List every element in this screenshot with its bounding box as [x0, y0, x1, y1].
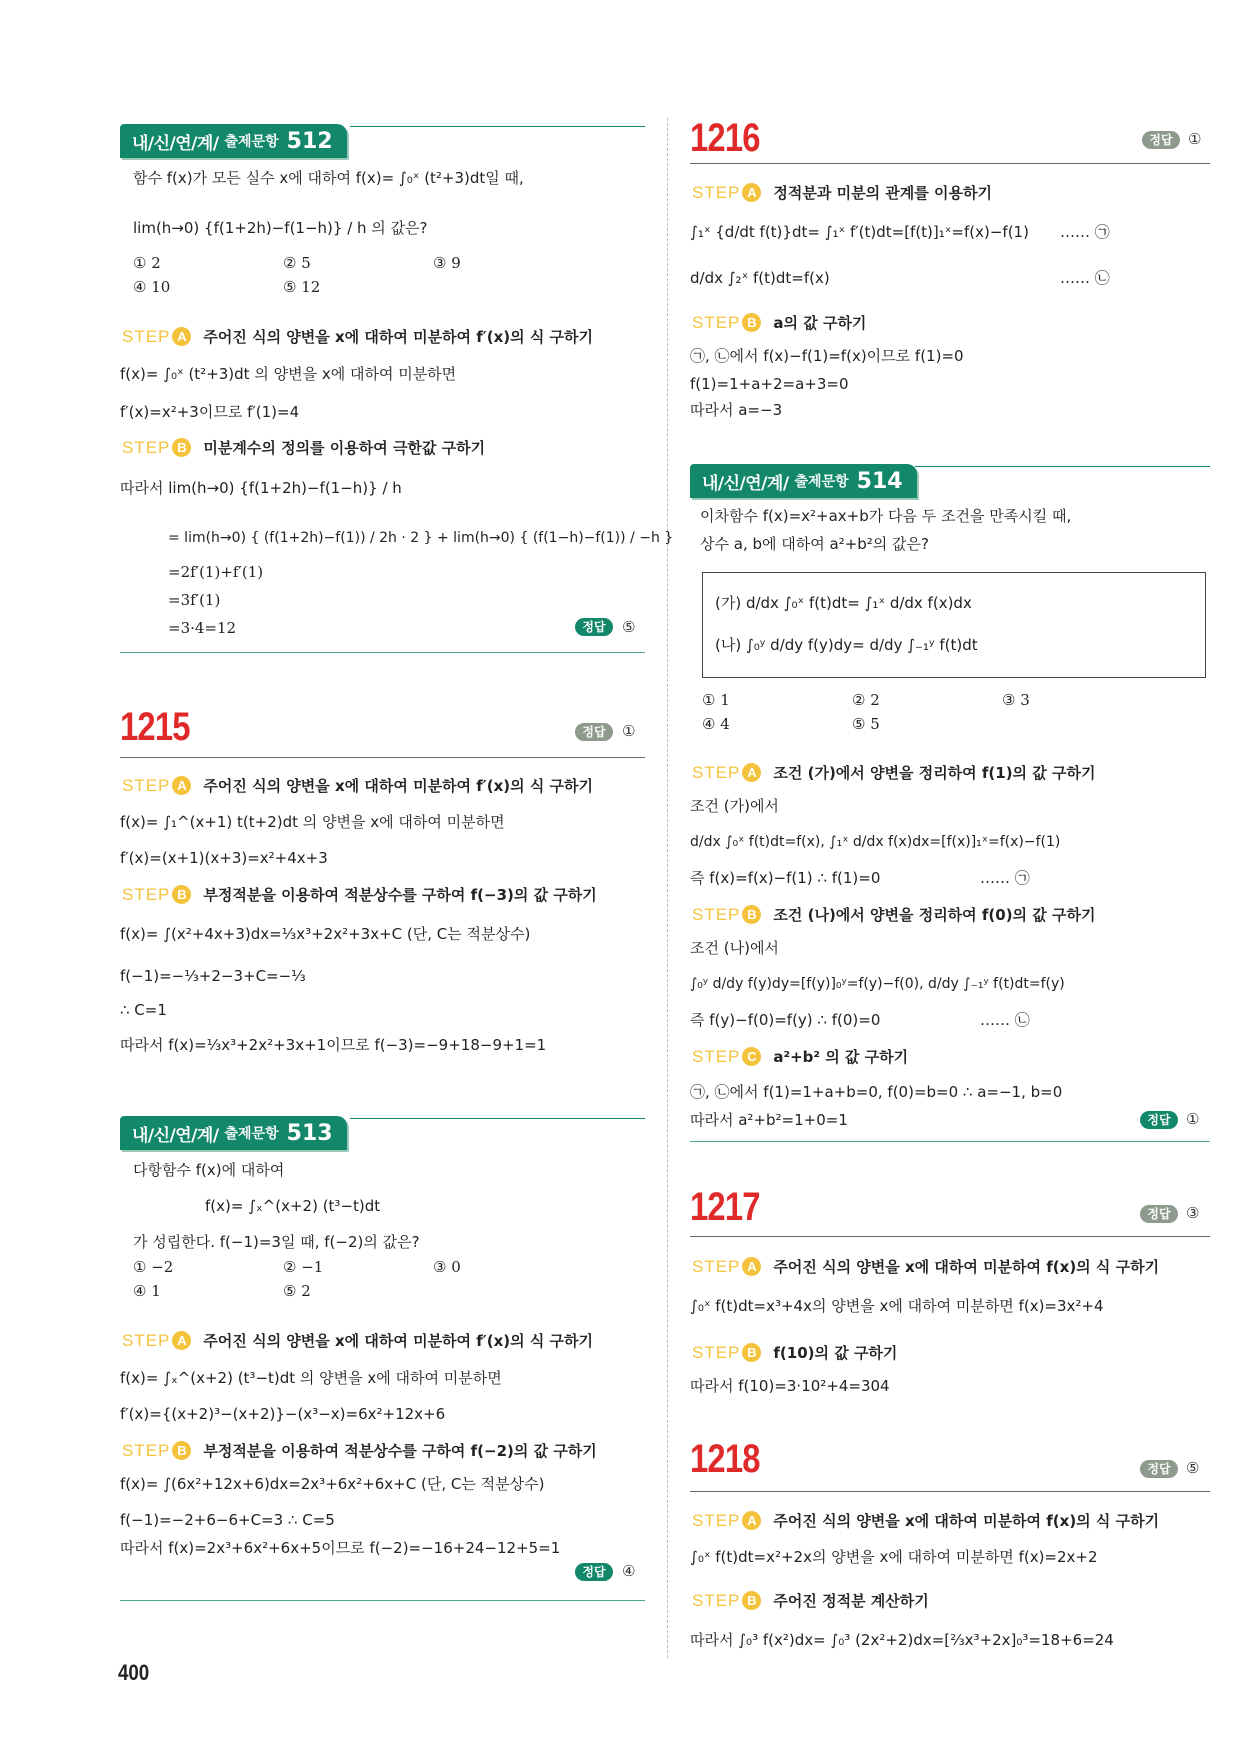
- solution-line: f(x)= ∫₀ˣ (t²+3)dt 의 양변을 x에 대하여 미분하면: [120, 365, 457, 383]
- step-title: 주어진 정적분 계산하기: [773, 1592, 929, 1610]
- step-label: STEP: [692, 1256, 741, 1276]
- solution-line: 즉 f(y)−f(0)=f(y) ∴ f(0)=0: [690, 1011, 881, 1029]
- solution-line: f(x)= ∫ₓ^(x+2) (t³−t)dt 의 양변을 x에 대하여 미분하면: [120, 1369, 502, 1387]
- step-letter-icon: A: [742, 1257, 761, 1276]
- page-number: 400: [118, 1660, 150, 1685]
- step-letter-icon: A: [172, 327, 191, 346]
- step-label: STEP: [122, 775, 171, 795]
- step-title: 주어진 식의 양변을 x에 대하여 미분하여 f(x)의 식 구하기: [773, 1512, 1160, 1530]
- solution-line: 즉 f(x)=f(x)−f(1) ∴ f(1)=0: [690, 869, 881, 887]
- equation-mark: …… ㉠: [980, 869, 1030, 887]
- choice-4[interactable]: ④ 4: [702, 715, 730, 733]
- step-title: 주어진 식의 양변을 x에 대하여 미분하여 f(x)의 식 구하기: [773, 1258, 1160, 1276]
- solution-line: ∫₁ˣ {d/dt f(t)}dt= ∫₁ˣ f′(t)dt=[f(t)]₁ˣ=f(x)−f(1): [690, 223, 1029, 241]
- solution-line: 조건 (나)에서: [690, 939, 779, 957]
- answer-pill: 정답: [1140, 1205, 1178, 1223]
- step-b-1218: [692, 1590, 929, 1611]
- step-letter-icon: A: [742, 763, 761, 782]
- answer-value: ③: [1186, 1204, 1200, 1222]
- step-title: a의 값 구하기: [773, 314, 867, 332]
- choice-5[interactable]: ⑤ 2: [283, 1282, 311, 1300]
- step-label: STEP: [692, 1342, 741, 1362]
- step-letter-icon: B: [172, 885, 191, 904]
- banner-label: 출제문항: [224, 134, 279, 150]
- solution-line: f(x)= ∫(x²+4x+3)dx=⅓x³+2x²+3x+C (단, C는 적분상수): [120, 925, 531, 943]
- banner-tab: [120, 124, 347, 158]
- solution-line: f′(x)=x²+3이므로 f′(1)=4: [120, 403, 300, 421]
- choice-1[interactable]: ① 1: [702, 691, 730, 709]
- step-letter-icon: C: [742, 1047, 761, 1066]
- step-title: f(10)의 값 구하기: [773, 1344, 898, 1362]
- solution-line: d/dx ∫₂ˣ f(t)dt=f(x): [690, 269, 830, 287]
- banner-number: 512: [286, 128, 333, 154]
- answer-value: ①: [1186, 1110, 1200, 1128]
- banner-rule: [915, 466, 1210, 467]
- choice-5[interactable]: ⑤ 12: [283, 278, 321, 296]
- answer-value: ①: [622, 722, 636, 740]
- problem-number-1217: 1217: [690, 1185, 760, 1229]
- banner-514: [690, 464, 1210, 498]
- question-512-line1: 함수 f(x)가 모든 실수 x에 대하여 f(x)= ∫₀ˣ (t²+3)dt일 때,: [133, 169, 524, 187]
- step-title: 주어진 식의 양변을 x에 대하여 미분하여 f′(x)의 식 구하기: [203, 1332, 594, 1350]
- step-letter-icon: B: [172, 438, 191, 457]
- step-label: STEP: [692, 1046, 741, 1066]
- step-label: STEP: [122, 1440, 171, 1460]
- solution-line: 따라서 ∫₀³ f(x²)dx= ∫₀³ (2x²+2)dx=[⅔x³+2x]₀³=18+6=24: [690, 1631, 1114, 1649]
- step-b-512: [122, 437, 485, 458]
- solution-line: 따라서 f(x)=⅓x³+2x²+3x+1이므로 f(−3)=−9+18−9+1=1: [120, 1036, 547, 1054]
- banner-tab: [120, 1116, 347, 1150]
- step-label: STEP: [122, 437, 171, 457]
- question-514-line1: 이차함수 f(x)=x²+ax+b가 다음 두 조건을 만족시킬 때,: [700, 507, 1072, 525]
- step-label: STEP: [122, 884, 171, 904]
- solution-line: 조건 (가)에서: [690, 797, 779, 815]
- step-b-1217: [692, 1342, 897, 1363]
- question-513-formula: f(x)= ∫ₓ^(x+2) (t³−t)dt: [205, 1197, 381, 1215]
- choice-2[interactable]: ② 2: [852, 691, 880, 709]
- banner-rule: [350, 126, 645, 127]
- step-letter-icon: B: [742, 313, 761, 332]
- choice-3[interactable]: ③ 3: [1002, 691, 1030, 709]
- solution-line: 따라서 f(10)=3·10²+4=304: [690, 1377, 890, 1395]
- problem-rule: [690, 1491, 1210, 1492]
- step-a-514: [692, 762, 1095, 783]
- step-label: STEP: [692, 1590, 741, 1610]
- problem-rule: [690, 1236, 1210, 1237]
- solution-line: ㉠, ㉡에서 f(x)−f(1)=f(x)이므로 f(1)=0: [690, 347, 964, 365]
- answer-pill: 정답: [1142, 131, 1180, 149]
- step-b-514: [692, 904, 1095, 925]
- problem-rule: [690, 163, 1210, 164]
- banner-number: 513: [286, 1120, 333, 1146]
- step-label: STEP: [122, 1330, 171, 1350]
- choice-4[interactable]: ④ 10: [133, 278, 171, 296]
- answer-value: ④: [622, 1562, 636, 1580]
- answer-pill: 정답: [575, 1563, 613, 1581]
- answer-value: ⑤: [1186, 1459, 1200, 1477]
- banner-tab: [690, 464, 917, 498]
- solution-line: =2f′(1)+f′(1): [168, 563, 264, 581]
- solution-line: 따라서 a=−3: [690, 401, 783, 419]
- step-a-513: [122, 1330, 593, 1351]
- step-letter-icon: B: [742, 1591, 761, 1610]
- answer-pill: 정답: [1140, 1460, 1178, 1478]
- step-a-1218: [692, 1510, 1159, 1531]
- question-513-line3: 가 성립한다. f(−1)=3일 때, f(−2)의 값은?: [133, 1233, 420, 1251]
- solution-line: f(−1)=−⅓+2−3+C=−⅓: [120, 967, 306, 985]
- conditions-box: [702, 572, 1206, 678]
- question-514-line2: 상수 a, b에 대하여 a²+b²의 값은?: [700, 535, 930, 553]
- banner-513: [120, 1116, 645, 1150]
- solution-line: ∴ C=1: [120, 1001, 167, 1019]
- section-rule: [120, 652, 645, 653]
- equation-mark: …… ㉡: [1060, 269, 1110, 287]
- step-label: STEP: [122, 326, 171, 346]
- step-a-1216: [692, 182, 992, 203]
- banner-512: [120, 124, 645, 158]
- choice-3[interactable]: ③ 0: [433, 1258, 461, 1276]
- solution-line: ㉠, ㉡에서 f(1)=1+a+b=0, f(0)=b=0 ∴ a=−1, b=0: [690, 1083, 1063, 1101]
- step-letter-icon: A: [172, 776, 191, 795]
- solution-line: f′(x)=(x+1)(x+3)=x²+4x+3: [120, 849, 328, 867]
- answer-value: ①: [1188, 130, 1202, 148]
- step-title: a²+b² 의 값 구하기: [773, 1048, 909, 1066]
- solution-line: ∫₀ʸ d/dy f(y)dy=[f(y)]₀ʸ=f(y)−f(0), d/dy ∫₋₁ʸ f(t)dt=f(y): [690, 976, 1065, 992]
- step-title: 주어진 식의 양변을 x에 대하여 미분하여 f′(x)의 식 구하기: [203, 777, 594, 795]
- step-title: 부정적분을 이용하여 적분상수를 구하여 f(−2)의 값 구하기: [203, 1442, 597, 1460]
- step-c-514: [692, 1046, 908, 1067]
- equation-mark: …… ㉠: [1060, 223, 1110, 241]
- solution-line: = lim(h→0) { (f(1+2h)−f(1)) / 2h · 2 } + lim(h→0) { (f(1−h)−f(1)) / −h }: [168, 530, 674, 546]
- solution-line: 따라서 f(x)=2x³+6x²+6x+5이므로 f(−2)=−16+24−12+5=1: [120, 1539, 561, 1557]
- step-label: STEP: [692, 762, 741, 782]
- step-label: STEP: [692, 904, 741, 924]
- step-title: 조건 (나)에서 양변을 정리하여 f(0)의 값 구하기: [773, 906, 1096, 924]
- step-label: STEP: [692, 312, 741, 332]
- step-title: 주어진 식의 양변을 x에 대하여 미분하여 f′(x)의 식 구하기: [203, 328, 594, 346]
- step-letter-icon: A: [742, 1511, 761, 1530]
- step-title: 정적분과 미분의 관계를 이용하기: [773, 184, 992, 202]
- step-letter-icon: B: [172, 1441, 191, 1460]
- problem-number-1215: 1215: [120, 705, 190, 749]
- step-title: 미분계수의 정의를 이용하여 극한값 구하기: [203, 439, 486, 457]
- choice-2[interactable]: ② 5: [283, 254, 311, 272]
- column-divider: [667, 118, 668, 1658]
- choice-1[interactable]: ① −2: [133, 1258, 174, 1276]
- banner-label: 출제문항: [224, 1126, 279, 1142]
- step-title: 부정적분을 이용하여 적분상수를 구하여 f(−3)의 값 구하기: [203, 886, 597, 904]
- step-letter-icon: A: [742, 183, 761, 202]
- condition-na: (나) ∫₀ʸ d/dy f(y)dy= d/dy ∫₋₁ʸ f(t)dt: [715, 636, 978, 654]
- choice-3[interactable]: ③ 9: [433, 254, 461, 272]
- solution-line: f(−1)=−2+6−6+C=3 ∴ C=5: [120, 1511, 335, 1529]
- banner-series: 내/신/연/계/: [132, 133, 219, 154]
- step-letter-icon: A: [172, 1331, 191, 1350]
- condition-ga: (가) d/dx ∫₀ˣ f(t)dt= ∫₁ˣ d/dx f(x)dx: [715, 594, 972, 612]
- solution-line: f(1)=1+a+2=a+3=0: [690, 375, 849, 393]
- banner-number: 514: [856, 468, 903, 494]
- section-rule: [690, 1141, 1210, 1142]
- solution-line: f(x)= ∫(6x²+12x+6)dx=2x³+6x²+6x+C (단, C는 적분상수): [120, 1475, 545, 1493]
- step-title: 조건 (가)에서 양변을 정리하여 f(1)의 값 구하기: [773, 764, 1096, 782]
- solution-line: f(x)= ∫₁^(x+1) t(t+2)dt 의 양변을 x에 대하여 미분하면: [120, 813, 505, 831]
- choice-1[interactable]: ① 2: [133, 254, 161, 272]
- step-a-1217: [692, 1256, 1159, 1277]
- banner-label: 출제문항: [794, 474, 849, 490]
- problem-rule: [120, 757, 645, 758]
- answer-value: ⑤: [622, 618, 636, 636]
- step-a-512: [122, 326, 593, 347]
- solution-line: =3·4=12: [168, 619, 237, 637]
- solution-line: =3f′(1): [168, 591, 221, 609]
- problem-number-1216: 1216: [690, 116, 760, 160]
- solution-line: d/dx ∫₀ˣ f(t)dt=f(x), ∫₁ˣ d/dx f(x)dx=[f(x)]₁ˣ=f(x)−f(1): [690, 834, 1061, 850]
- section-rule: [120, 1600, 645, 1601]
- step-label: STEP: [692, 1510, 741, 1530]
- step-b-1216: [692, 312, 866, 333]
- choice-5[interactable]: ⑤ 5: [852, 715, 880, 733]
- choice-2[interactable]: ② −1: [283, 1258, 324, 1276]
- step-label: STEP: [692, 182, 741, 202]
- solution-line: f′(x)={(x+2)³−(x+2)}−(x³−x)=6x²+12x+6: [120, 1405, 446, 1423]
- question-513-line1: 다항함수 f(x)에 대하여: [133, 1161, 285, 1179]
- solution-line: 따라서 lim(h→0) {f(1+2h)−f(1−h)} / h: [120, 479, 402, 497]
- step-b-513: [122, 1440, 597, 1461]
- question-512-line2: lim(h→0) {f(1+2h)−f(1−h)} / h 의 값은?: [133, 219, 428, 237]
- equation-mark: …… ㉡: [980, 1011, 1030, 1029]
- solution-line: ∫₀ˣ f(t)dt=x²+2x의 양변을 x에 대하여 미분하면 f(x)=2x+2: [690, 1548, 1098, 1566]
- banner-rule: [350, 1118, 645, 1119]
- banner-series: 내/신/연/계/: [132, 1125, 219, 1146]
- answer-pill: 정답: [575, 723, 613, 741]
- step-a-1215: [122, 775, 593, 796]
- answer-pill: 정답: [575, 618, 613, 636]
- solution-line: 따라서 a²+b²=1+0=1: [690, 1111, 848, 1129]
- banner-series: 내/신/연/계/: [702, 473, 789, 494]
- problem-number-1218: 1218: [690, 1437, 760, 1481]
- step-letter-icon: B: [742, 1343, 761, 1362]
- step-b-1215: [122, 884, 597, 905]
- choice-4[interactable]: ④ 1: [133, 1282, 161, 1300]
- step-letter-icon: B: [742, 905, 761, 924]
- solution-line: ∫₀ˣ f(t)dt=x³+4x의 양변을 x에 대하여 미분하면 f(x)=3x²+4: [690, 1297, 1104, 1315]
- answer-pill: 정답: [1140, 1111, 1178, 1129]
